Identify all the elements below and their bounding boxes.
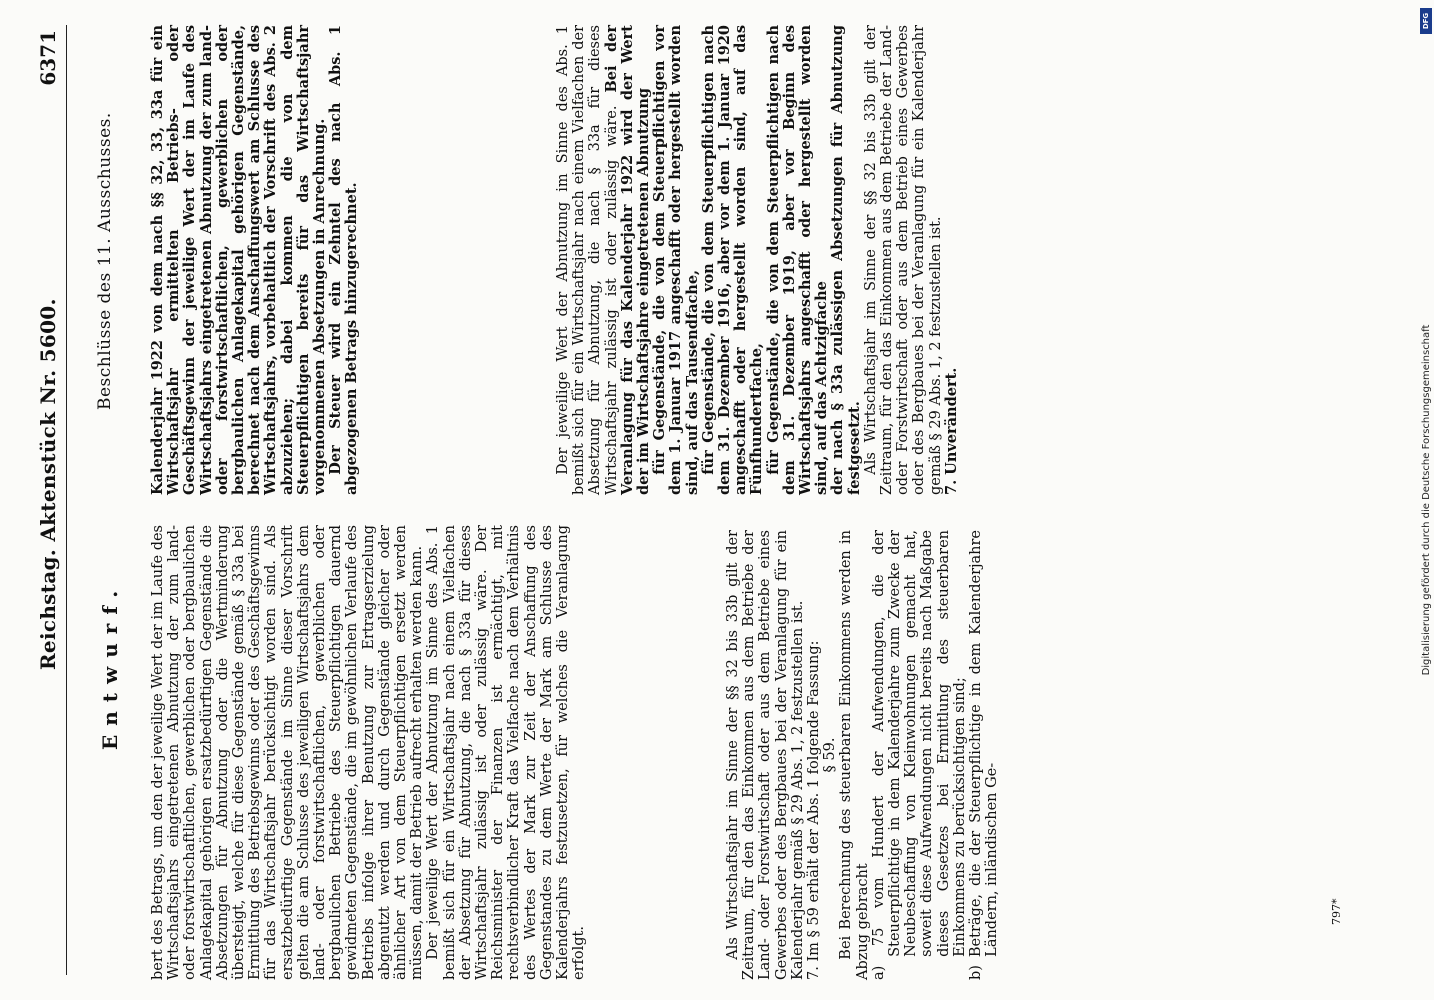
committee-column-top bbox=[150, 25, 361, 495]
column-heading-committee: Beschlüsse des 11. Ausschusses. bbox=[95, 112, 115, 410]
list-item: a) 75 vom Hundert der Aufwendungen, die der Steuerpflichtige in dem Kalenderjahre zum Zwecke der Neubeschaffung von Kleinwohnungen gemacht hat, soweit diese Aufwendungen nicht bereits nach Maßgabe dieses Gesetzes bei Ermittlung des steuerbaren Einkommens zu berücksichtigen sind; bbox=[870, 530, 968, 980]
committee-paragraph: der nach § 33a zulässigen Absetzungen für Abnutzung festgesetzt. bbox=[829, 25, 863, 495]
committee-paragraph: für Gegenstände, die von dem Steuerpflichtigen vor dem 1. Januar 1917 angeschafft oder hergestellt worden sind, auf das Tausendfache, bbox=[651, 25, 701, 495]
column-heading-draft: Entwurf. bbox=[98, 581, 122, 750]
section-heading: § 59. bbox=[822, 737, 839, 773]
draft-paragraph: Der jeweilige Wert der Abnutzung im Sinne des Abs. 1 bemißt sich für ein Wirtschaftsjahr nach einem Vielfachen der Absetzung für Abnutzung, die nach § 33a für dieses Wirtschaftsjahr zulässig ist oder zulässig wäre. Der Reichsminister der Finanzen ist ermächtigt, mit rechtsverbindlicher Kraft das Vielfache nach dem Verhältnis des Wertes der Mark zur Zeit der Anschaffung des Gegenstandes zu dem Werte der Mark am Schlusse des Kalenderjahrs festzusetzen, für welches die Veranlagung erfolgt. bbox=[425, 525, 588, 980]
committee-paragraph: Kalenderjahr 1922 von dem nach §§ 32, 33, 33a für ein Wirtschaftsjahr ermittelten Betriebs- oder Geschäftsgewinn der jeweilige Wert der im Laufe des Wirtschaftsjahrs eingetretenen Abnutzung der zum land- oder forstwirtschaftlichen, gewerblichen oder bergbaulichen Anlagekapital gehörigen Gegenstände, berechnet nach dem Anschaffungswert am Schlusse des Wirtschaftsjahrs, vorbehaltlich der Vorschrift des Abs. 2 abzuziehen; dabei kommen die von dem Steuerpflichtigen bereits für das Wirtschaftsjahr vorgenommenen Absetzungen in Anrechnung. bbox=[149, 25, 329, 495]
committee-paragraph: für Gegenstände, die von dem Steuerpflichtigen nach dem 31. Dezember 1919, aber vor Beginn des Wirtschaftsjahrs angeschafft oder hergestellt worden sind, auf das Achtzigfache bbox=[764, 25, 831, 495]
committee-paragraph: Als Wirtschaftsjahr im Sinne der §§ 32 bis 33b gilt der Zeitraum, für den das Einkommen aus dem Betriebe der Land- oder Forstwirtschaft oder aus dem Betrieb eines Gewerbes oder des Bergbaues bei der Veranlagung für ein Kalenderjahr gemäß § 29 Abs. 1, 2 festzustellen ist. bbox=[862, 25, 944, 495]
committee-column-bottom bbox=[555, 25, 960, 495]
committee-paragraph: Der Steuer wird ein Zehntel des nach Abs. 1 abgezogenen Betrags hinzugerechnet. bbox=[327, 25, 361, 495]
paragraph-bold-text: Bei der Veranlagung für das Kalenderjahr 1922 wird der Wert der im Wirtschaftsjahre eingetretenen Abnutzung bbox=[602, 25, 653, 495]
draft-column-top bbox=[150, 525, 587, 980]
dfg-logo-text: DFG bbox=[1422, 12, 1430, 30]
list-item: b) Beträge, die der Steuerpflichtige in dem Kalenderjahre Ländern, inländischen Ge- bbox=[968, 530, 1001, 980]
committee-paragraph: für Gegenstände, die von dem Steuerpflichtigen nach dem 31. Dezember 1916, aber vor dem 1. Januar 1920 angeschafft oder hergestellt worden sind, auf das Fünfhundertfache, bbox=[699, 25, 766, 495]
draft-paragraph: 7. Im § 59 erhält der Abs. 1 folgende Fassung: bbox=[806, 640, 823, 980]
draft-paragraph: Als Wirtschaftsjahr im Sinne der §§ 32 bis 33b gilt der Zeitraum, für den das Einkommen aus dem Betriebe der Land- oder Forstwirtschaft oder aus dem Betriebe eines Gewerbes oder des Bergbaues bei der Veranlagung für ein Kalenderjahr gemäß § 29 Abs. 1, 2 festzustellen ist. bbox=[725, 530, 806, 980]
funding-notice: Digitalisierung gefördert durch die Deutsche Forschungsgemeinschaft bbox=[1421, 324, 1432, 676]
committee-paragraph: 7. Unverändert. bbox=[942, 367, 960, 495]
header-rule bbox=[66, 25, 67, 975]
draft-paragraph: Bei Berechnung des steuerbaren Einkommens werden in Abzug gebracht bbox=[838, 530, 871, 980]
deduction-list bbox=[871, 530, 1001, 980]
committee-paragraph bbox=[555, 25, 652, 495]
draft-paragraph: bert des Betrags, um den der jeweilige Wert der im Laufe des Wirtschaftsjahrs eingetretenen Abnutzung der zum land- oder forstwirtschaftlichen, gewerblichen oder bergbaulichen Anlagekapital gehörigen ersatzbedürftigen Gegenstände die Absetzungen für Abnutzung oder die Wertminderung übersteigt, welche für diese Gegenstände gemäß § 33a bei Ermittlung des Betriebsgewinns oder des Geschäftsgewinns für das Wirtschaftsjahr berücksichtigt worden sind. Als ersatzbedürftige Gegenstände im Sinne dieser Vorschrift gelten die am Schlusse des jeweiligen Wirtschaftsjahrs dem land- oder forstwirtschaftlichen, gewerblichen oder bergbaulichen Betriebe des Steuerpflichtigen dauernd gewidmeten Gegenstände, die im gewöhnlichen Verlaufe des Betriebs infolge ihrer Benutzung zur Ertragserzielung abgenutzt werden und durch Gegenstände gleicher oder ähnlicher Art von dem Steuerpflichtigen ersetzt werden müssen, damit der Betrieb aufrecht erhalten werden kann. bbox=[150, 525, 426, 980]
page-header-title: Reichstag. Aktenstück Nr. 5600. bbox=[36, 298, 60, 670]
paragraph-text: Der jeweilige Wert der Abnutzung im Sinne des Abs. 1 bemißt sich für ein Wirtschaftsjahr nach einem Vielfachen der Absetzung für Abnutzung, die nach § 33a für dieses Wirtschaftsjahr zulässig ist oder zulässig wäre. bbox=[555, 25, 620, 495]
digitization-sidebar bbox=[1420, 10, 1434, 990]
draft-column-bottom bbox=[725, 530, 1000, 980]
page-number: 6371 bbox=[36, 30, 60, 86]
sheet-signature: 797* bbox=[1330, 898, 1343, 925]
dfg-logo bbox=[1420, 8, 1432, 34]
